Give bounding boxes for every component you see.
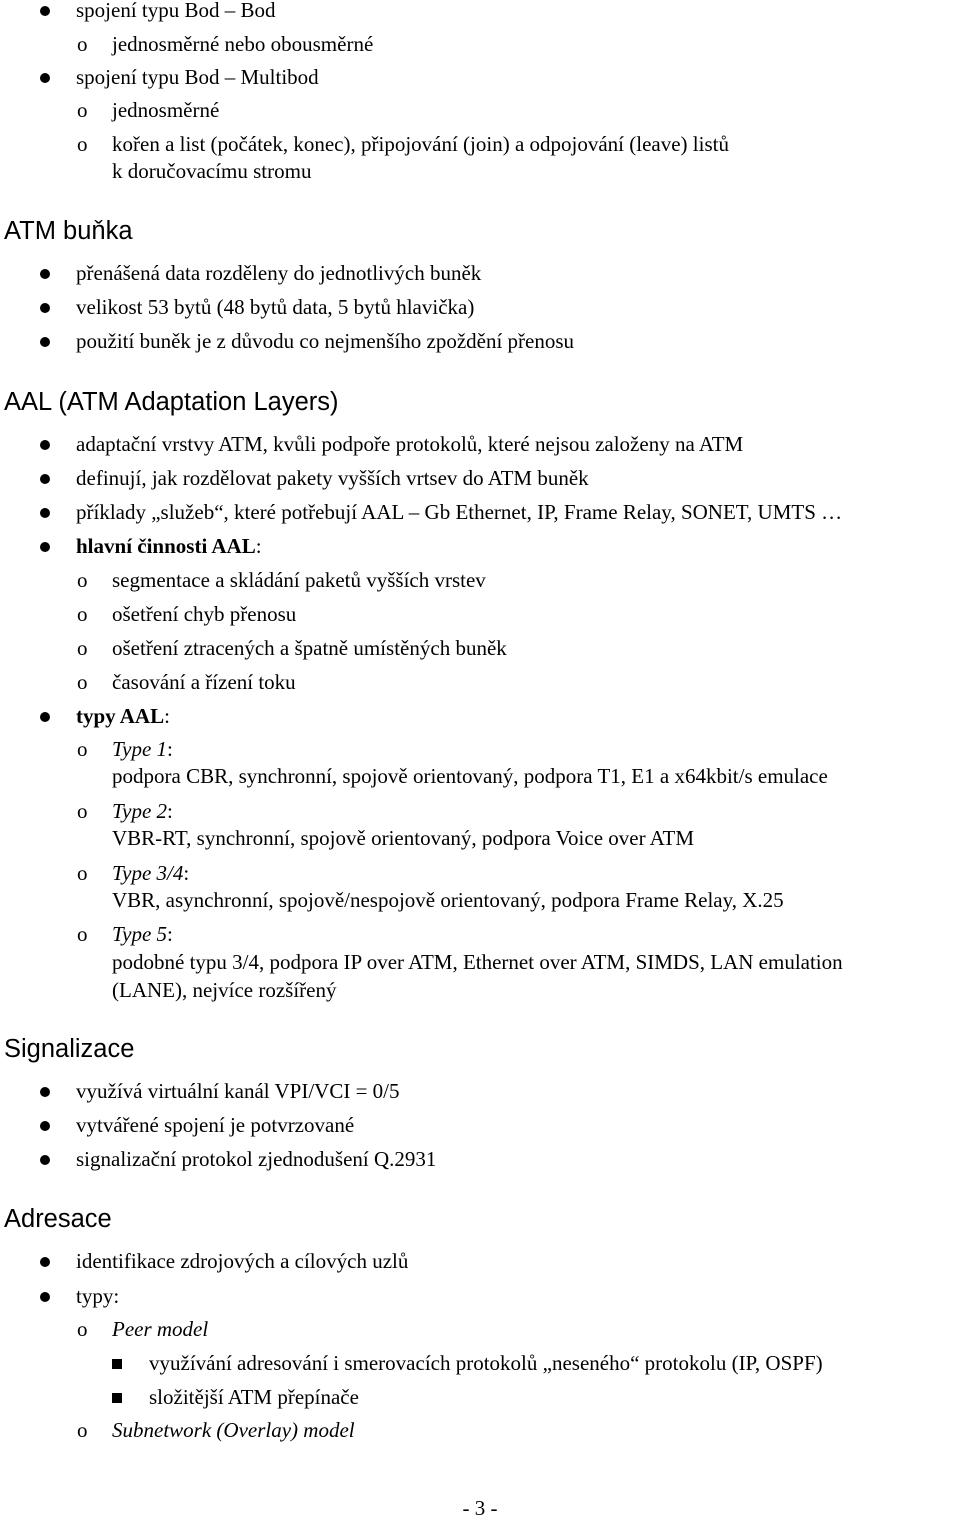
square-bullet-icon [112, 1393, 122, 1403]
circle-bullet-icon: o [77, 1418, 88, 1442]
bullet-icon [40, 1292, 50, 1302]
circle-bullet-icon: o [77, 861, 88, 885]
circle-bullet-icon: o [77, 737, 88, 761]
colon: : [255, 534, 262, 558]
label-types: typy AAL [76, 704, 165, 728]
circle-bullet-icon: o [77, 799, 88, 823]
section-heading: ATM buňka [4, 217, 133, 245]
circle-bullet-icon: o [77, 98, 88, 122]
circle-bullet-icon: o [77, 32, 88, 56]
circle-bullet-icon: o [77, 922, 88, 946]
bullet-icon [40, 1257, 50, 1267]
bullet-icon [40, 508, 50, 518]
label-activities: hlavní činnosti AAL [76, 534, 256, 558]
bullet-icon [40, 269, 50, 279]
bullet-icon [40, 712, 50, 722]
section-heading: Adresace [4, 1205, 112, 1233]
bullet-icon [40, 542, 50, 552]
circle-bullet-icon: o [77, 602, 88, 626]
bullet-icon [40, 337, 50, 347]
circle-bullet-icon: o [77, 1317, 88, 1341]
bullet-icon [40, 440, 50, 450]
section-heading: Signalizace [4, 1035, 135, 1063]
square-bullet-icon [112, 1359, 122, 1369]
bullet-icon [40, 474, 50, 484]
bullet-icon [40, 1155, 50, 1165]
bullet-icon [40, 6, 50, 16]
circle-bullet-icon: o [77, 568, 88, 592]
bullet-icon [40, 1121, 50, 1131]
circle-bullet-icon: o [77, 132, 88, 156]
page-number: - 3 - [462, 1496, 498, 1520]
circle-bullet-icon: o [77, 670, 88, 694]
bullet-icon [40, 1087, 50, 1097]
circle-bullet-icon: o [77, 636, 88, 660]
bullet-icon [40, 73, 50, 83]
section-heading: AAL (ATM Adaptation Layers) [4, 388, 339, 416]
colon: : [164, 704, 170, 728]
bullet-icon [40, 303, 50, 313]
